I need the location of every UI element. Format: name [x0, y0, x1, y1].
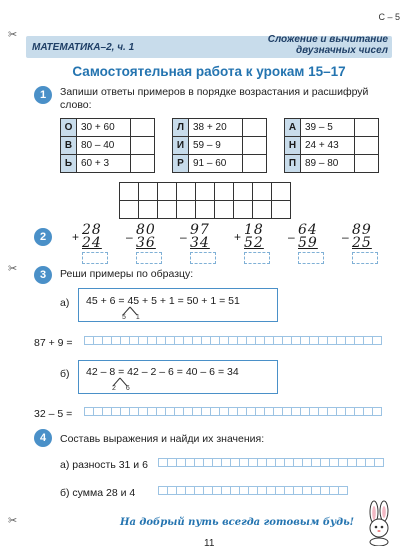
code-table-2: Л 38 + 20 И 59 – 9 Р 91 – 60 — [172, 118, 267, 173]
answer-cells[interactable] — [158, 486, 348, 495]
column-addition: + 18 52 — [244, 224, 272, 264]
task-number: 2 — [34, 228, 52, 246]
book-title: МАТЕМАТИКА–2, ч. 1 — [32, 42, 135, 53]
item-label: б) — [60, 368, 70, 380]
item-label: а) разность 31 и 6 — [60, 459, 148, 471]
topic-line-1: Сложение и вычитание — [267, 34, 388, 45]
motto: На добрый путь всегда готовым будь! — [120, 517, 355, 528]
code-table-3: А 39 – 5 Н 24 + 43 П 89 – 80 — [284, 118, 379, 173]
task-number: 1 — [34, 86, 52, 104]
item-label: б) сумма 28 и 4 — [60, 487, 136, 499]
answer-cells[interactable] — [84, 407, 382, 416]
scissors-icon: ✂ — [8, 29, 18, 41]
split-numbers: 2 6 — [112, 385, 134, 392]
column-subtraction: – 89 25 — [352, 224, 380, 264]
topic-line-2: двузначных чисел — [295, 45, 388, 56]
column-addition: + 28 24 — [82, 224, 110, 264]
code-table-1: О 30 + 60 В 80 – 40 Ь 60 + 3 — [60, 118, 155, 173]
page-number: 11 — [204, 538, 215, 549]
task-number: 3 — [34, 266, 52, 284]
task-number: 4 — [34, 429, 52, 447]
column-subtraction: – 64 59 — [298, 224, 326, 264]
scissors-icon: ✂ — [8, 263, 18, 275]
topic-title — [268, 34, 388, 56]
answer-cells[interactable] — [84, 336, 382, 345]
exercise: 87 + 9 = — [34, 337, 73, 349]
answer-cells[interactable] — [158, 458, 384, 467]
example-expression: 45 + 6 = 45 + 5 + 1 = 50 + 1 = 51 — [86, 295, 240, 307]
exercise: 32 – 5 = — [34, 408, 73, 420]
column-subtraction: – 97 34 — [190, 224, 218, 264]
bunny-icon — [362, 500, 398, 546]
page-title: Самостоятельная работа к урокам 15–17 — [72, 64, 346, 79]
answer-grid — [119, 182, 291, 219]
task-text: Запиши ответы примеров в порядке возрастания и расшифруй слово: — [60, 86, 369, 111]
column-subtraction: – 80 36 — [136, 224, 164, 264]
scissors-icon: ✂ — [8, 515, 18, 527]
example-expression: 42 – 8 = 42 – 2 – 6 = 40 – 6 = 34 — [86, 366, 239, 378]
item-label: а) — [60, 297, 70, 309]
task-text: Реши примеры по образцу: — [60, 268, 194, 280]
split-numbers: 5 1 — [122, 314, 144, 321]
task-text: Составь выражения и найди их значения: — [60, 433, 265, 445]
worksheet-code: С – 5 — [378, 12, 400, 22]
